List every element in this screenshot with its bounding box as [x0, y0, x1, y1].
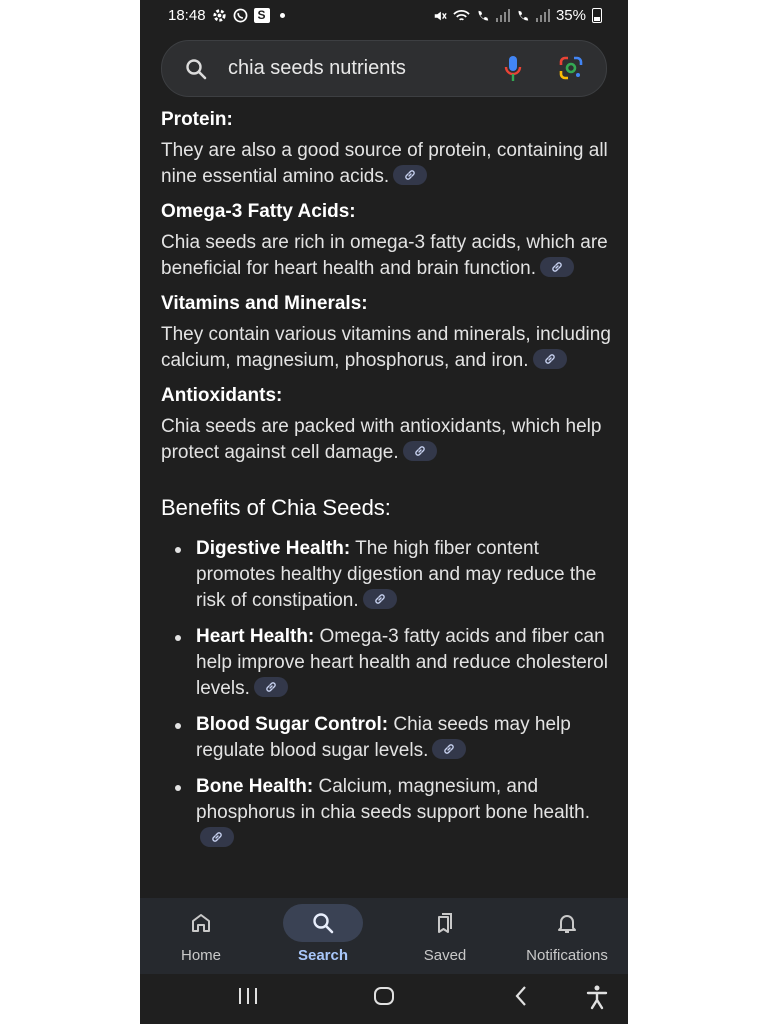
whatsapp-icon — [233, 8, 248, 23]
accessibility-icon[interactable] — [586, 984, 608, 1010]
microphone-icon[interactable] — [504, 55, 522, 83]
nav-label: Home — [180, 947, 221, 964]
home-button-icon[interactable] — [373, 984, 395, 1008]
list-item — [161, 624, 611, 702]
status-time: 18:48 — [168, 7, 206, 24]
bell-icon — [555, 911, 579, 935]
source-link-button[interactable] — [540, 257, 574, 277]
search-icon[interactable] — [184, 57, 208, 81]
benefit-label: Blood Sugar Control: — [196, 714, 389, 735]
nutrient-text: They are also a good source of protein, containing all nine essential amino acids. — [161, 140, 608, 187]
volte-call-2-icon — [516, 9, 530, 23]
nutrient-antioxidants — [161, 382, 611, 466]
nutrient-heading: Antioxidants: — [161, 385, 283, 406]
volte-call-icon — [476, 9, 490, 23]
signal-2-icon — [536, 9, 550, 22]
source-link-button[interactable] — [200, 827, 234, 847]
link-icon — [543, 352, 557, 366]
nutrient-text: They contain various vitamins and minerals, including calcium, magnesium, phosphorus, and iron. — [161, 324, 611, 371]
source-link-button[interactable] — [403, 441, 437, 461]
link-icon — [403, 168, 417, 182]
nutrient-protein — [161, 106, 611, 190]
battery-icon — [592, 8, 602, 23]
search-bar[interactable] — [161, 40, 607, 97]
list-item — [161, 774, 611, 852]
nav-label: Search — [297, 947, 349, 964]
bottom-navigation — [140, 898, 628, 974]
link-icon — [210, 830, 224, 844]
source-link-button[interactable] — [393, 165, 427, 185]
status-bar — [140, 0, 628, 32]
ai-overview-content — [161, 106, 611, 862]
source-link-button[interactable] — [254, 677, 288, 697]
nutrient-vitamins — [161, 290, 611, 374]
benefit-text: Omega-3 fatty acids and fiber can help improve heart health and reduce cholesterol levels. — [196, 626, 608, 699]
benefits-title: Benefits of Chia Seeds: — [161, 495, 391, 520]
home-icon — [189, 911, 213, 935]
source-link-button[interactable] — [363, 589, 397, 609]
back-icon[interactable] — [510, 984, 532, 1008]
source-link-button[interactable] — [533, 349, 567, 369]
nav-notifications[interactable] — [506, 898, 628, 974]
nutrient-heading: Omega-3 Fatty Acids: — [161, 201, 356, 222]
nav-home[interactable] — [140, 898, 262, 974]
nav-label: Saved — [423, 947, 467, 964]
benefits-list — [161, 536, 611, 852]
list-item — [161, 712, 611, 764]
benefit-label: Bone Health: — [196, 776, 314, 797]
benefit-text: Calcium, magnesium, and phosphorus in chia seeds support bone health. — [196, 776, 590, 823]
google-lens-icon[interactable] — [558, 55, 584, 81]
signal-icon — [496, 9, 510, 22]
search-icon — [311, 911, 335, 935]
benefit-label: Heart Health: — [196, 626, 315, 647]
benefit-text: Chia seeds may help regulate blood sugar levels. — [196, 714, 571, 761]
wifi-icon — [453, 9, 470, 23]
nutrient-text: Chia seeds are rich in omega-3 fatty acids, which are beneficial for heart health and brain function. — [161, 232, 608, 279]
s-app-icon: S — [254, 8, 270, 23]
source-link-button[interactable] — [432, 739, 466, 759]
mute-icon — [433, 9, 447, 23]
link-icon — [264, 680, 278, 694]
settings-icon — [212, 8, 227, 23]
phone-screen — [140, 0, 628, 1024]
recent-apps-icon[interactable] — [237, 984, 259, 1008]
benefit-text: The high fiber content promotes healthy digestion and may reduce the risk of constipation. — [196, 538, 597, 611]
benefit-label: Digestive Health: — [196, 538, 351, 559]
system-navigation-bar — [140, 974, 628, 1024]
link-icon — [442, 742, 456, 756]
nutrient-heading: Vitamins and Minerals: — [161, 293, 368, 314]
bookmark-icon — [433, 911, 457, 935]
nav-search[interactable] — [262, 898, 384, 974]
search-input[interactable] — [226, 56, 490, 81]
link-icon — [373, 592, 387, 606]
nutrient-omega3 — [161, 198, 611, 282]
link-icon — [413, 444, 427, 458]
notification-dot-icon — [280, 13, 285, 18]
nutrient-heading: Protein: — [161, 109, 233, 130]
nav-saved[interactable] — [384, 898, 506, 974]
nutrient-text: Chia seeds are packed with antioxidants, which help protect against cell damage. — [161, 416, 602, 463]
nav-label: Notifications — [526, 947, 608, 964]
list-item — [161, 536, 611, 614]
link-icon — [550, 260, 564, 274]
battery-percent: 35% — [555, 7, 586, 24]
